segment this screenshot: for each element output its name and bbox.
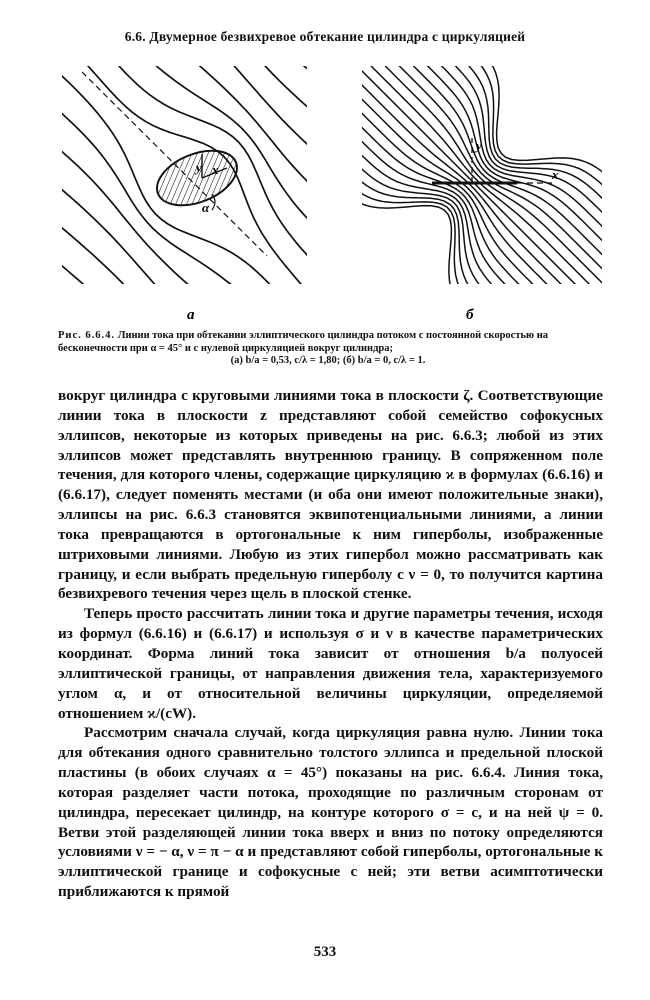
panel-b-label: б [466, 307, 474, 323]
caption-text: Линии тока при обтекании эллиптического цилиндра потоком с постоянной скоростью на бесконечности при α = 45° и с нулевой циркуляцией вокруг цилиндра; [58, 330, 548, 354]
panel-a-alpha-label: α [202, 200, 210, 215]
caption-lead: Рис. 6.6.4. [58, 330, 115, 341]
panel-a-streamline [62, 96, 281, 328]
paragraph-3: Рассмотрим сначала случай, когда циркуляция равна нулю. Линии тока для обтекания одного сравнительно толстого эллипса и предельной плоской пластины (в обоих случаях α = 45°) показаны на рис. 6.6.4. Линия тока, которая разделяет части потока, проходящие по различным сторонам от цилиндра, пересекает цилиндр, на контуре которого σ = c, и на ней ψ = 0. Ветви этой разделяющей линии тока вверх и вниз по потоку определяются условиями ν = − α, ν = π − α и представляют собой гиперболы, ортогональные к эллиптической границе и софокусные с ней; эти ветви асимптотически приближаются к прямой [58, 724, 603, 901]
page-number: 533 [313, 944, 337, 960]
panel-a-streamline [95, 66, 409, 277]
body-text [58, 386, 603, 902]
paragraph-1: вокруг цилиндра с круговыми линиями тока в плоскости ζ. Соответствующие линии тока в плоскости z представляют собой семейство софокусных эллипсов, некоторые из которых приведены на рис. 6.6.3; любой из этих эллипсов может представлять внутреннюю границу. В сопряженном поле течения, для которого члены, содержащие циркуляцию ϰ в формулах (6.6.16) и (6.6.17), следует поменять местами (и оба они имеют положительные знаки), эллипсы на рис. 6.6.3 становятся эквипотенциальными линиями, а линии тока превращаются в ортогональные к ним гиперболы, изображенные штриховыми линиями. Любую из этих гипербол можно рассматривать как границу, и если выбрать предельную гиперболу с ν = 0, то получится картина безвихревого течения через щель в плоской стенке. [58, 387, 603, 603]
running-header: 6.6. Двумерное безвихревое обтекание цилиндра с циркуляцией [124, 29, 526, 44]
figure-caption [58, 330, 598, 368]
panel-a-streamline [79, 66, 391, 295]
panel-b-streamline [276, 98, 556, 328]
panel-b-streamline [283, 91, 563, 328]
panel-a-y-label: y [196, 160, 202, 175]
panel-a-streamline [132, 66, 442, 244]
panel-b-y-label: y [476, 138, 482, 153]
panel-a-x-label: x [212, 162, 219, 177]
panel-b-x-label: x [552, 167, 559, 182]
panel-a-label: а [187, 307, 195, 323]
panel-a-streamline [113, 66, 426, 260]
caption-params: (а) b/a = 0,53, c/λ = 1,80; (б) b/a = 0, c/λ = 1. [230, 355, 426, 366]
panel-b-streamlines [262, 66, 602, 328]
figure-6-6-4 [62, 66, 602, 328]
panel-a-streamlines [62, 66, 481, 328]
panel-b-streamline [347, 66, 602, 307]
paragraph-2: Теперь просто рассчитать линии тока и другие параметры течения, исходя из формул (6.6.16) и (6.6.17) и используя σ и ν в качестве параметрических координат. Форма линий тока зависит от отношения b/a полуосей эллиптической границы, от направления движения тела, характеризуемого углом α, и от относительной величины циркуляции, определяемой отношением ϰ/(cW). [58, 605, 603, 722]
streamlines-figure [62, 66, 602, 328]
